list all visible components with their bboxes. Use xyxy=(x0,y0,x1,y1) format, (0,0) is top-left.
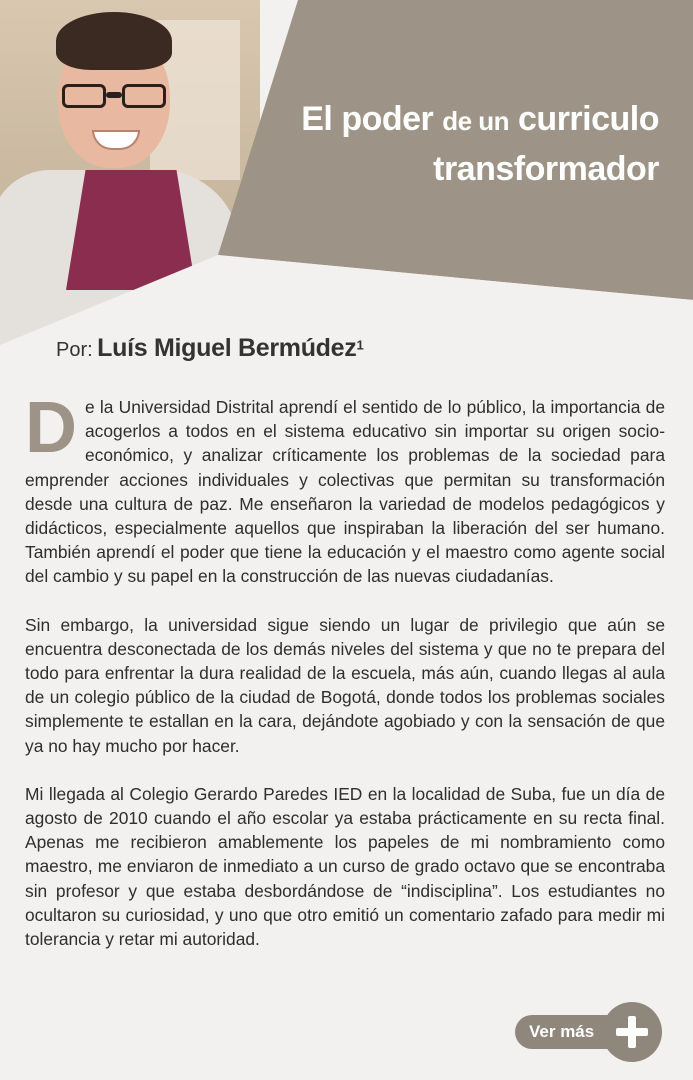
byline xyxy=(56,334,364,363)
paragraph-1-text: e la Universidad Distrital aprendí el sentido de lo público, la importancia de acogerlos a todos en el sistema educativo sin importar su origen socio-económico, y analizar críticamente los problemas de la sociedad para emprender acciones individuales y colectivas que permitan su transformación desde una cultura de paz. Me enseñaron la variedad de modelos pedagógicos y didácticos, especialmente aquellos que inspiraban la liberación del ser humano. También aprendí el poder que tiene la educación y el maestro como agente social del cambio y su papel en la construcción de las nuevas ciudadanías. xyxy=(25,397,665,587)
author-name: Luís Miguel Bermúdez xyxy=(97,334,357,362)
drop-cap: D xyxy=(25,388,77,468)
paragraph-3: Mi llegada al Colegio Gerardo Paredes IED en la localidad de Suba, fue un día de agosto de 2010 cuando el año escolar ya estaba prácticamente en su recta final. Apenas me recibieron amablemente los papeles de mi nombramiento como maestro, me enviaron de inmediato a un curso de grado octavo que se encontraba sin profesor y que estaba desbordándose de “indisciplina”. Los estudiantes no ocultaron su curiosidad, y uno que otro emitió un comentario zafado para medir mi tolerancia y retar mi autoridad. xyxy=(25,783,665,950)
title-line-2: transformador xyxy=(433,150,659,188)
footnote-mark[interactable]: 1 xyxy=(356,337,364,353)
article-title xyxy=(279,95,659,193)
plus-icon[interactable] xyxy=(602,1002,662,1062)
title-word-el: El xyxy=(301,100,333,138)
title-word-de-un: de un xyxy=(442,106,510,136)
title-word-curriculo: curriculo xyxy=(518,100,659,138)
title-word-poder: poder xyxy=(341,100,434,138)
paragraph-2: Sin embargo, la universidad sigue siendo un lugar de privilegio que aún se encuentra desconectada de los demás niveles del sistema y que no te prepara del todo para enfrentar la dura realidad de la escuela, más aún, cuando llegas al aula de un colegio público de la ciudad de Bogotá, donde todos los problemas sociales simplemente te estallan en la cara, dejándote agobiado y con la sensación de que ya no hay mucho por hacer. xyxy=(25,614,665,756)
article-body xyxy=(25,388,665,975)
byline-prefix: Por: xyxy=(56,339,93,361)
ver-mas-label[interactable]: Ver más xyxy=(515,1015,625,1049)
paragraph-1 xyxy=(25,388,665,589)
ver-mas-button[interactable] xyxy=(515,1002,665,1062)
